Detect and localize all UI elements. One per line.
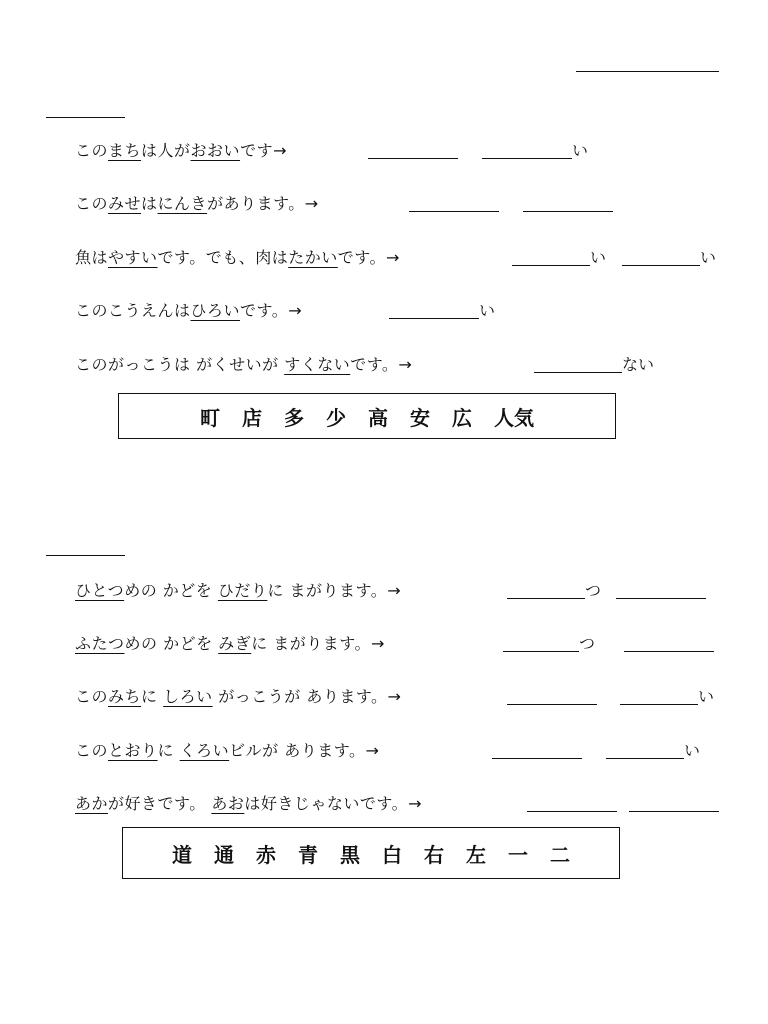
sentence-text: です。→ <box>337 248 400 267</box>
underlined-word: ひだり <box>217 581 268 600</box>
sentence-text: に まがります。→ <box>267 581 402 600</box>
underlined-word: くろい <box>179 741 230 760</box>
section2-sentence-3 <box>75 687 401 707</box>
sentence-text: このこうえんは <box>75 301 191 320</box>
answer-blank[interactable] <box>507 688 597 705</box>
sentence-text: この <box>75 687 109 706</box>
section2-title-line <box>46 555 125 556</box>
section1-sentence-5 <box>75 355 412 375</box>
kanji-choice: 少 <box>326 405 346 430</box>
answer-field[interactable] <box>507 687 597 707</box>
sentence-text: は人が <box>141 141 191 160</box>
answer-field[interactable] <box>624 634 714 654</box>
section2-sentence-5 <box>75 794 422 814</box>
answer-blank[interactable] <box>492 742 582 759</box>
underlined-word: とおり <box>108 741 158 760</box>
answer-suffix: い <box>684 741 701 760</box>
sentence-text: めの かどを <box>124 581 218 600</box>
answer-blank[interactable] <box>534 356 622 373</box>
sentence-text: このがっこうは がくせいが <box>75 355 285 374</box>
answer-field[interactable] <box>629 794 719 814</box>
section1-title-line <box>46 117 125 118</box>
answer-suffix: い <box>590 248 607 267</box>
underlined-word: すくない <box>284 355 351 374</box>
kanji-choice: 赤 <box>256 842 276 867</box>
answer-field[interactable] <box>492 741 582 761</box>
answer-suffix: い <box>698 687 715 706</box>
answer-field[interactable] <box>534 355 654 375</box>
sentence-text: があります。→ <box>207 194 319 213</box>
underlined-word: まち <box>108 141 142 160</box>
answer-blank[interactable] <box>620 688 698 705</box>
answer-suffix: つ <box>585 581 602 600</box>
answer-field[interactable] <box>616 581 706 601</box>
sentence-text: が好きです。 <box>108 794 212 813</box>
underlined-word: みぎ <box>218 634 252 653</box>
kanji-choice: 高 <box>368 405 388 430</box>
section1-sentence-3 <box>75 248 400 268</box>
answer-blank[interactable] <box>527 795 617 812</box>
answer-suffix: い <box>700 248 717 267</box>
kanji-choice: 町 <box>200 405 220 430</box>
underlined-word: ひろい <box>190 301 241 320</box>
section2-sentence-2 <box>75 634 385 654</box>
answer-field[interactable] <box>620 687 714 707</box>
sentence-text: に まがります。→ <box>251 634 385 653</box>
sentence-text: です→ <box>240 141 287 160</box>
answer-blank[interactable] <box>409 195 499 212</box>
section1-sentence-4 <box>75 301 302 321</box>
kanji-choice: 広 <box>452 405 472 430</box>
kanji-choice: 一 <box>508 842 528 867</box>
underlined-word: たかい <box>288 248 338 267</box>
answer-field[interactable] <box>523 194 613 214</box>
sentence-text: この <box>75 194 109 213</box>
sentence-text: は好きじゃないです。→ <box>244 794 422 813</box>
underlined-word: あか <box>75 794 109 813</box>
answer-field[interactable] <box>368 141 458 161</box>
sentence-text: は <box>141 194 158 213</box>
answer-blank[interactable] <box>606 742 684 759</box>
answer-suffix: い <box>479 301 496 320</box>
kanji-choice: 人気 <box>494 405 534 430</box>
answer-blank[interactable] <box>624 635 714 652</box>
underlined-word: ひとつ <box>75 581 125 600</box>
sentence-text: です。でも、肉は <box>157 248 289 267</box>
answer-field[interactable] <box>527 794 617 814</box>
answer-field[interactable] <box>507 581 601 601</box>
kanji-choice: 左 <box>466 842 486 867</box>
underlined-word: ふたつ <box>75 634 125 653</box>
answer-suffix: つ <box>579 634 596 653</box>
answer-field[interactable] <box>389 301 495 321</box>
underlined-word: みせ <box>108 194 142 213</box>
underlined-word: おおい <box>190 141 241 160</box>
answer-field[interactable] <box>622 248 716 268</box>
underlined-word: やすい <box>108 248 158 267</box>
answer-field[interactable] <box>409 194 499 214</box>
kanji-choice: 店 <box>242 405 262 430</box>
sentence-text: です。→ <box>350 355 413 374</box>
answer-field[interactable] <box>512 248 606 268</box>
section1-kanji-box <box>118 393 616 439</box>
answer-blank[interactable] <box>482 142 572 159</box>
answer-blank[interactable] <box>389 302 479 319</box>
answer-blank[interactable] <box>507 582 585 599</box>
answer-blank[interactable] <box>629 795 719 812</box>
sentence-text: この <box>75 741 109 760</box>
answer-blank[interactable] <box>368 142 458 159</box>
kanji-choice: 通 <box>214 842 234 867</box>
section1-sentence-2 <box>75 194 319 214</box>
answer-field[interactable] <box>606 741 700 761</box>
answer-field[interactable] <box>503 634 595 654</box>
section2-kanji-box <box>122 827 620 879</box>
sentence-text: に <box>141 687 164 706</box>
sentence-text: 魚は <box>75 248 109 267</box>
section2-sentence-1 <box>75 581 401 601</box>
answer-suffix: ない <box>622 355 655 374</box>
kanji-choice: 二 <box>550 842 570 867</box>
section2-sentence-4 <box>75 741 379 761</box>
name-blank-line[interactable] <box>576 71 719 72</box>
answer-blank[interactable] <box>523 195 613 212</box>
answer-blank[interactable] <box>622 249 700 266</box>
sentence-text: めの かどを <box>124 634 219 653</box>
section1-sentence-1 <box>75 141 287 161</box>
kanji-choice: 多 <box>284 405 304 430</box>
kanji-choice: 右 <box>424 842 444 867</box>
kanji-choice: 白 <box>382 842 402 867</box>
sentence-text: がっこうが あります。→ <box>212 687 402 706</box>
sentence-text: に <box>157 741 180 760</box>
underlined-word: しろい <box>163 687 213 706</box>
underlined-word: あお <box>211 794 245 813</box>
answer-field[interactable] <box>482 141 588 161</box>
sentence-text: です。→ <box>240 301 303 320</box>
kanji-choice: 道 <box>172 842 192 867</box>
underlined-word: にんき <box>157 194 208 213</box>
kanji-choice: 黒 <box>340 842 360 867</box>
answer-suffix: い <box>572 141 589 160</box>
kanji-choice: 安 <box>410 405 430 430</box>
sentence-text: この <box>75 141 109 160</box>
answer-blank[interactable] <box>512 249 590 266</box>
underlined-word: みち <box>108 687 142 706</box>
sentence-text: ビルが あります。→ <box>229 741 380 760</box>
kanji-choice: 青 <box>298 842 318 867</box>
answer-blank[interactable] <box>616 582 706 599</box>
answer-blank[interactable] <box>503 635 579 652</box>
